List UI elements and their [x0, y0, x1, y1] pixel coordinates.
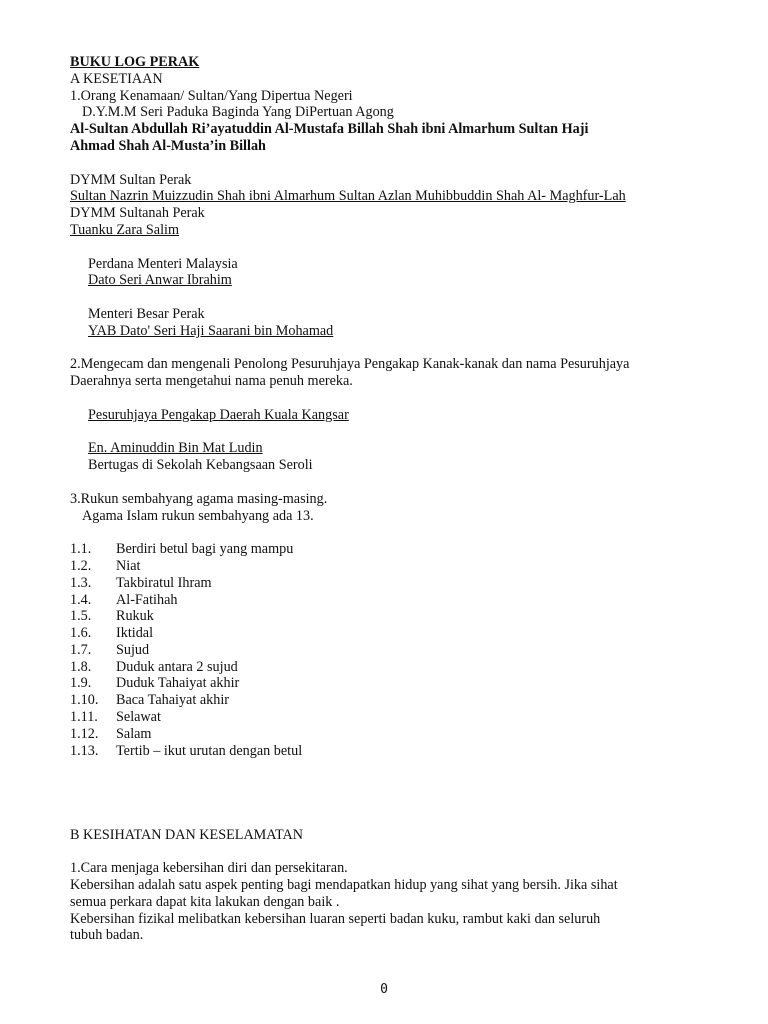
list-text: Niat — [116, 557, 141, 574]
list-item — [70, 709, 710, 726]
list-text: Rukuk — [116, 608, 154, 625]
list-text: Baca Tahaiyat akhir — [116, 692, 229, 709]
list-text: Duduk antara 2 sujud — [116, 658, 238, 675]
list-text: Iktidal — [116, 625, 154, 642]
list-number: 1.4. — [70, 591, 92, 608]
section-b-question-1: 1.Cara menjaga kebersihan diri dan persekitaran. — [70, 860, 348, 877]
list-text: Berdiri betul bagi yang mampu — [116, 541, 294, 558]
rukun-list — [70, 541, 710, 759]
list-item — [70, 726, 710, 743]
list-item — [70, 541, 710, 558]
list-item — [70, 575, 710, 592]
list-text: Salam — [116, 725, 152, 742]
list-number: 1.6. — [70, 625, 92, 642]
commissioner-name: En. Aminuddin Bin Mat Ludin — [88, 440, 263, 457]
section-a-heading: A KESETIAAN — [70, 70, 163, 87]
sultan-title: DYMM Sultan Perak — [70, 171, 192, 188]
list-text: Sujud — [116, 641, 150, 658]
list-item — [70, 675, 710, 692]
commissioner-title: Pesuruhjaya Pengakap Daerah Kuala Kangsar — [88, 406, 349, 423]
list-item — [70, 692, 710, 709]
list-item — [70, 642, 710, 659]
question-2-line-2: Daerahnya serta mengetahui nama penuh mereka. — [70, 373, 353, 390]
agong-name-line-2: Ahmad Shah Al-Musta’in Billah — [70, 137, 266, 154]
section-b-paragraph-2-line-1: Kebersihan fizikal melibatkan kebersihan luaran seperti badan kuku, rambut kaki dan seluruh — [70, 910, 601, 927]
list-number: 1.1. — [70, 541, 92, 558]
list-item — [70, 558, 710, 575]
section-b-paragraph-1-line-2: semua perkara dapat kita lakukan dengan baik . — [70, 893, 340, 910]
section-b-paragraph-1-line-1: Kebersihan adalah satu aspek penting bagi mendapatkan hidup yang sihat yang bersih. Jika sihat — [70, 877, 618, 894]
agong-title: D.Y.M.M Seri Paduka Baginda Yang DiPertuan Agong — [82, 104, 394, 121]
question-2-line-1: 2.Mengecam dan mengenali Penolong Pesuruhjaya Pengakap Kanak-kanak dan nama Pesuruhjaya — [70, 356, 630, 373]
list-text: Al-Fatihah — [116, 591, 178, 608]
list-number: 1.2. — [70, 557, 92, 574]
list-item — [70, 592, 710, 609]
pm-name: Dato Seri Anwar Ibrahim — [88, 272, 232, 289]
document-page — [70, 54, 710, 944]
document-title: BUKU LOG PERAK — [70, 54, 200, 70]
list-item — [70, 659, 710, 676]
pm-title: Perdana Menteri Malaysia — [88, 255, 238, 272]
agong-name-line-1: Al-Sultan Abdullah Ri’ayatuddin Al-Mustafa Billah Shah ibni Almarhum Sultan Haji — [70, 121, 589, 138]
list-number: 1.3. — [70, 574, 92, 591]
sultanah-title: DYMM Sultanah Perak — [70, 205, 205, 222]
question-3: 3.Rukun sembahyang agama masing-masing. — [70, 490, 328, 507]
list-text: Duduk Tahaiyat akhir — [116, 675, 240, 692]
list-text: Selawat — [116, 709, 161, 726]
mb-title: Menteri Besar Perak — [88, 305, 205, 322]
list-number: 1.10. — [70, 692, 99, 709]
list-number: 1.12. — [70, 725, 99, 742]
commissioner-school: Bertugas di Sekolah Kebangsaan Seroli — [88, 457, 313, 474]
sultanah-name: Tuanku Zara Salim — [70, 221, 180, 238]
question-1: 1.Orang Kenamaan/ Sultan/Yang Dipertua Negeri — [70, 87, 353, 104]
list-number: 1.13. — [70, 742, 99, 759]
page-number: 0 — [380, 982, 388, 997]
list-text: Tertib – ikut urutan dengan betul — [116, 742, 303, 759]
question-3-sub: Agama Islam rukun sembahyang ada 13. — [82, 507, 314, 524]
list-number: 1.5. — [70, 608, 92, 625]
list-item — [70, 743, 710, 760]
mb-name: YAB Dato' Seri Haji Saarani bin Mohamad — [88, 322, 334, 339]
list-item — [70, 608, 710, 625]
section-b-paragraph-2-line-2: tubuh badan. — [70, 927, 144, 944]
list-number: 1.7. — [70, 641, 92, 658]
list-number: 1.8. — [70, 658, 92, 675]
list-item — [70, 625, 710, 642]
list-number: 1.9. — [70, 675, 92, 692]
sultan-name: Sultan Nazrin Muizzudin Shah ibni Almarhum Sultan Azlan Muhibbuddin Shah Al- Maghfur-Lah — [70, 188, 626, 205]
list-number: 1.11. — [70, 709, 98, 726]
list-text: Takbiratul Ihram — [116, 574, 212, 591]
section-b-heading: B KESIHATAN DAN KESELAMATAN — [70, 826, 303, 843]
